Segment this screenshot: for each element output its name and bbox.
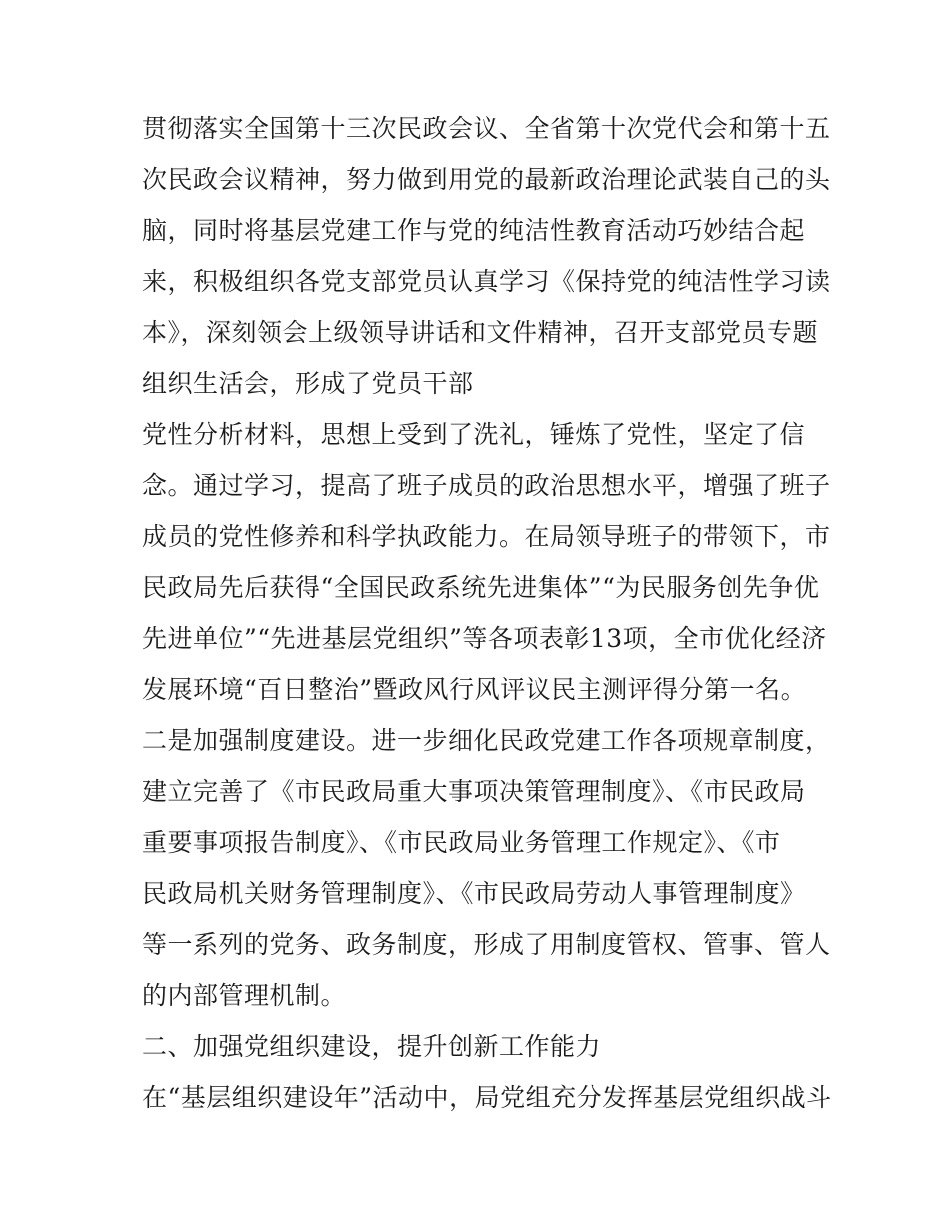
text-line: 二是加强制度建设。进一步细化民政党建工作各项规章制度， xyxy=(142,726,831,755)
text-line: 重要事项报告制度》、《市民政局业务管理工作规定》、《市 xyxy=(142,828,781,857)
text-line: 组织生活会，形成了党员干部 xyxy=(142,369,474,398)
section-heading: 二、加强党组织建设，提升创新工作能力 xyxy=(142,1032,602,1061)
text-line: 党性分析材料，思想上受到了洗礼，锤炼了党性，坚定了信 xyxy=(142,420,806,449)
text-line: 念。通过学习，提高了班子成员的政治思想水平，增强了班子 xyxy=(142,471,831,500)
text-line: 贯彻落实全国第十三次民政会议、全省第十次党代会和第十五 xyxy=(142,114,831,143)
text-line: 本》，深刻领会上级领导讲话和文件精神，召开支部党员专题 xyxy=(142,318,819,347)
text-line: 脑，同时将基层党建工作与党的纯洁性教育活动巧妙结合起 xyxy=(142,216,806,245)
text-line: 来，积极组织各党支部党员认真学习《保持党的纯洁性学习读 xyxy=(142,267,831,296)
text-line: 在“基层组织建设年”活动中，局党组充分发挥基层党组织战斗 xyxy=(142,1083,832,1112)
text-line: 建立完善了《市民政局重大事项决策管理制度》、《市民政局 xyxy=(142,777,806,806)
text-line: 发展环境“百日整治”暨政风行风评议民主测评得分第一名。 xyxy=(142,675,807,704)
text-line: 的内部管理机制。 xyxy=(142,981,347,1010)
text-line: 民政局先后获得“全国民政系统先进集体”“为民服务创先争优 xyxy=(142,573,820,602)
text-line: 等一系列的党务、政务制度，形成了用制度管权、管事、管人 xyxy=(142,930,831,959)
text-line: 成员的党性修养和科学执政能力。在局领导班子的带领下，市 xyxy=(142,522,831,551)
text-line: 民政局机关财务管理制度》、《市民政局劳动人事管理制度》 xyxy=(142,879,806,908)
body-text xyxy=(142,103,832,1123)
text-line: 次民政会议精神，努力做到用党的最新政治理论武装自己的头 xyxy=(142,165,831,194)
text-line: 先进单位”“先进基层党组织”等各项表彰13项，全市优化经济 xyxy=(142,624,827,653)
